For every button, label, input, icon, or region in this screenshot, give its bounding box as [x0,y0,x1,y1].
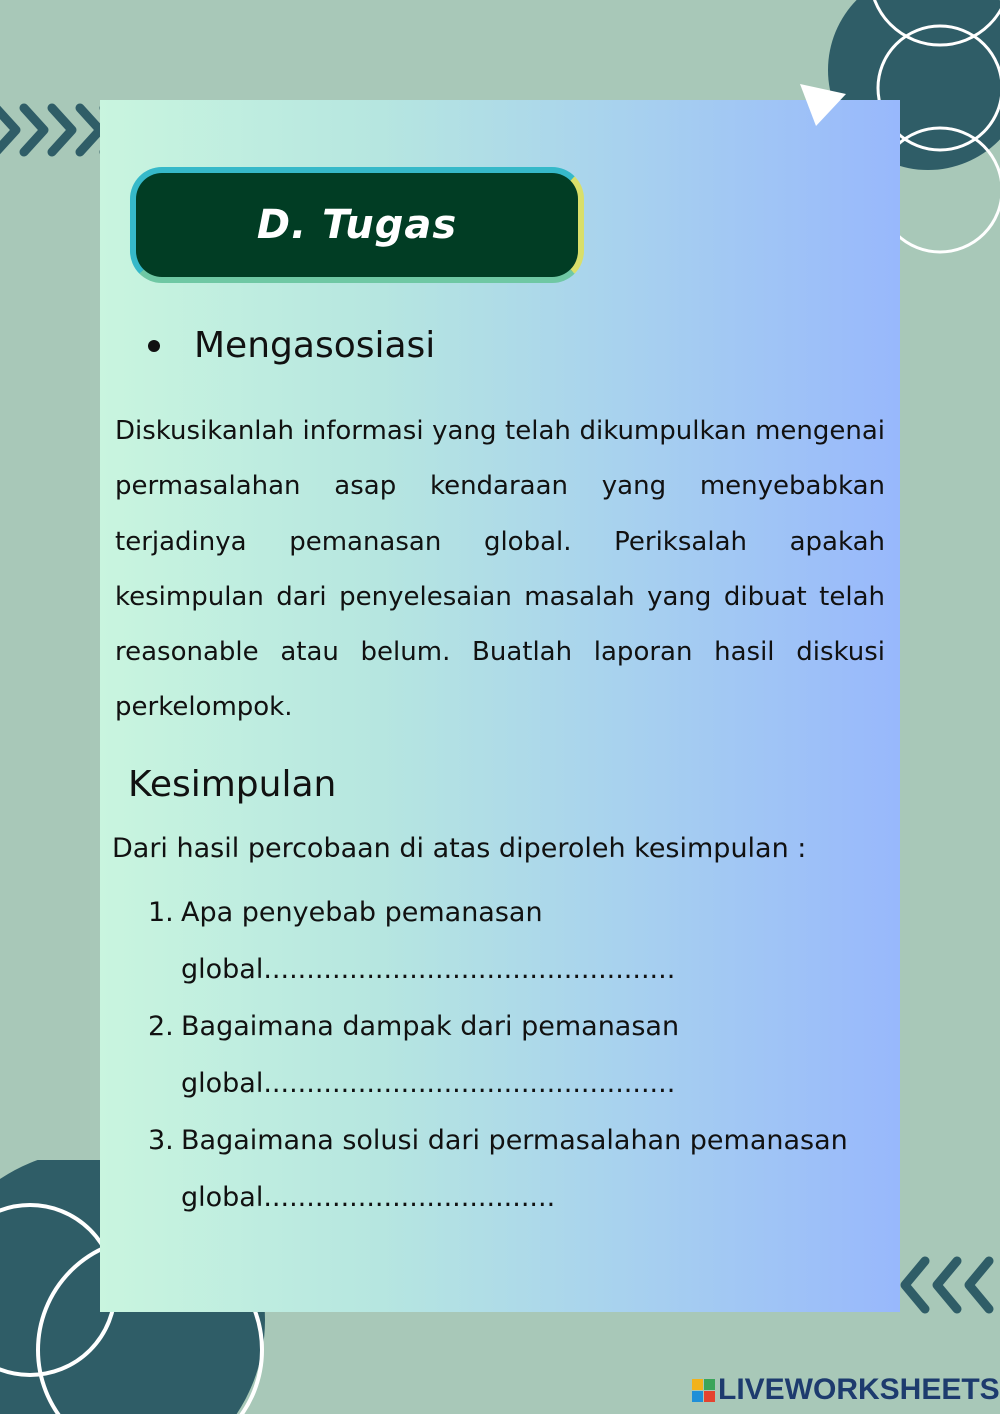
activity-paragraph: Diskusikanlah informasi yang telah dikumpulkan mengenai permasalahan asap kendaraan yang menyebabkan terjadinya pemanasan global. Periksalah apakah kesimpulan dari penyelesaian masalah yang dibuat telah reasonable atau belum. Buatlah laporan hasil diskusi perkelompok. [115,416,885,723]
logo-text: LIVEWORKSHEETS [718,1373,1000,1406]
question-number: 2. [148,1011,174,1042]
question-text: Bagaimana solusi dari permasalahan pemanasan global.................................. [181,1125,848,1213]
question-number: 3. [148,1125,174,1156]
chevrons-left-icon [895,1255,1000,1315]
question-text: Apa penyebab pemanasan global................................................ [181,897,676,985]
list-item [148,1112,868,1226]
logo-mark-icon [692,1379,715,1402]
title-banner [130,167,584,283]
page-title: D. Tugas [256,202,458,248]
activity-heading [148,325,435,366]
conclusion-heading: Kesimpulan [128,764,337,805]
list-item [148,998,868,1112]
activity-heading-text: Mengasosiasi [194,325,436,366]
bullet-icon [148,340,160,352]
triangle-icon [798,80,850,130]
conclusion-intro: Dari hasil percobaan di atas diperoleh kesimpulan : [112,833,807,864]
question-text: Bagaimana dampak dari pemanasan global................................................ [181,1011,680,1099]
liveworksheets-logo [692,1372,1000,1408]
question-list [148,884,868,1226]
list-item [148,884,868,998]
question-number: 1. [148,897,174,928]
